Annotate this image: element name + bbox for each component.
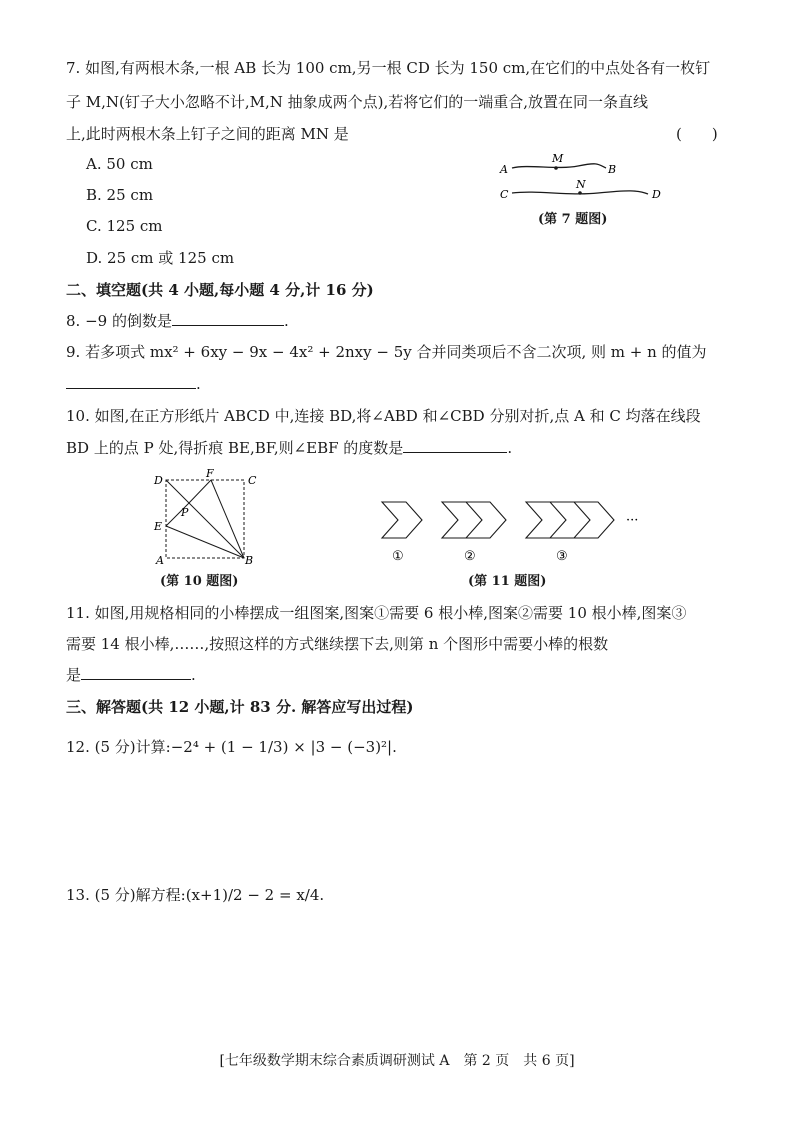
q10-label-e: E: [154, 520, 163, 533]
q10-caption: (第 10 题图): [160, 574, 239, 589]
q11-line-1: 11. 如图,用规格相同的小棒摆成一组图案,图案①需要 6 根小棒,图案②需要 10 根小棒,图案③: [66, 604, 687, 622]
q10-line-1: 10. 如图,在正方形纸片 ABCD 中,连接 BD,将∠ABD 和∠CBD 分别对折,点 A 和 C 均落在线段: [66, 407, 701, 425]
q11-pattern-3-a: [526, 502, 566, 538]
q10-diagonal-bd: [166, 480, 244, 558]
q13-line: [66, 885, 324, 905]
q7-option-d: D. 25 cm 或 125 cm: [86, 249, 235, 267]
q7-option-c: C. 125 cm: [86, 217, 163, 235]
q7-label-d: D: [652, 188, 661, 201]
q10-label-p: P: [181, 506, 189, 519]
q11-pattern-3-b: [550, 502, 590, 538]
q11-text: 是: [66, 666, 82, 684]
q7-label-n: N: [576, 178, 586, 191]
q9-answer-blank[interactable]: [66, 374, 196, 389]
q10-label-d: D: [154, 474, 163, 487]
q11-ellipsis: ···: [626, 513, 639, 528]
q11-pattern-2-b: [466, 502, 506, 538]
q11-end: .: [191, 666, 196, 684]
q8-answer-blank[interactable]: [172, 311, 284, 326]
q10-end: .: [507, 439, 513, 457]
q8-end: .: [283, 312, 289, 330]
q11-answer-blank[interactable]: [81, 665, 191, 680]
q7-label-b: B: [608, 163, 617, 176]
q7-label-a: A: [500, 163, 508, 176]
q10-segment-fp: [188, 480, 211, 504]
q11-pattern-2-a: [442, 502, 482, 538]
q10-label-b: B: [245, 554, 254, 567]
q9-line-2: [66, 374, 201, 394]
q7-line-1: 7. 如图,有两根木条,一根 AB 长为 100 cm,另一根 CD 长为 150 cm,在它们的中点处各有一枚钉: [66, 59, 711, 77]
q13-expression: (x+1)/2 − 2 = x/4.: [185, 886, 325, 904]
section-2-title: 二、填空题(共 4 小题,每小题 4 分,计 16 分): [66, 281, 374, 299]
q13-prefix: 13. (5 分)解方程:: [66, 886, 186, 904]
q7-option-b: B. 25 cm: [86, 186, 154, 204]
page-footer: [七年级数学期末综合素质调研测试 A 第 2 页 共 6 页]: [219, 1053, 575, 1069]
q11-pattern-3-c: [574, 502, 614, 538]
q10-text: BD 上的点 P 处,得折痕 BE,BF,则∠EBF 的度数是: [66, 439, 404, 457]
q10-line-2: [66, 438, 512, 458]
q8-text: 8. −9 的倒数是: [66, 312, 172, 330]
q10-answer-blank[interactable]: [403, 438, 507, 453]
q7-point-n: [578, 191, 582, 195]
q7-line-2: 子 M,N(钉子大小忽略不计,M,N 抽象成两个点),若将它们的一端重合,放置在同一条直线: [66, 93, 649, 111]
q7-line-3: 上,此时两根木条上钉子之间的距离 MN 是: [66, 125, 349, 143]
q8-line: [66, 311, 289, 331]
q10-label-c: C: [248, 474, 257, 487]
q10-label-f: F: [206, 468, 214, 480]
q11-line-2: 需要 14 根小棒,……,按照这样的方式继续摆下去,则第 n 个图形中需要小棒的根数: [66, 635, 609, 653]
q11-pattern-1: [382, 502, 422, 538]
q7-point-m: [554, 166, 558, 170]
q11-line-3: [66, 665, 196, 685]
q11-label-2: ②: [464, 549, 476, 564]
q7-option-a: A. 50 cm: [86, 155, 153, 173]
q7-label-m: M: [552, 152, 564, 165]
q11-label-1: ①: [392, 549, 404, 564]
q10-figure: [148, 468, 268, 568]
q11-figure: [376, 496, 656, 566]
q9-end: .: [196, 375, 201, 393]
q11-label-3: ③: [556, 549, 568, 564]
q7-answer-paren: ( ): [676, 125, 718, 143]
q12-line: [66, 737, 397, 757]
q9-line-1: 9. 若多项式 mx² + 6xy − 9x − 4x² + 2nxy − 5y 合并同类项后不含二次项, 则 m + n 的值为: [66, 343, 707, 361]
q7-caption: (第 7 题图): [538, 212, 608, 227]
q10-label-a: A: [156, 554, 164, 567]
q12-expression: −2⁴ + (1 − 1/3) × |3 − (−3)²|.: [170, 738, 397, 756]
q7-label-c: C: [500, 188, 509, 201]
q7-figure: [498, 150, 668, 210]
section-3-title: 三、解答题(共 12 小题,计 83 分. 解答应写出过程): [66, 698, 414, 716]
q12-prefix: 12. (5 分)计算:: [66, 738, 171, 756]
q11-caption: (第 11 题图): [468, 574, 547, 589]
